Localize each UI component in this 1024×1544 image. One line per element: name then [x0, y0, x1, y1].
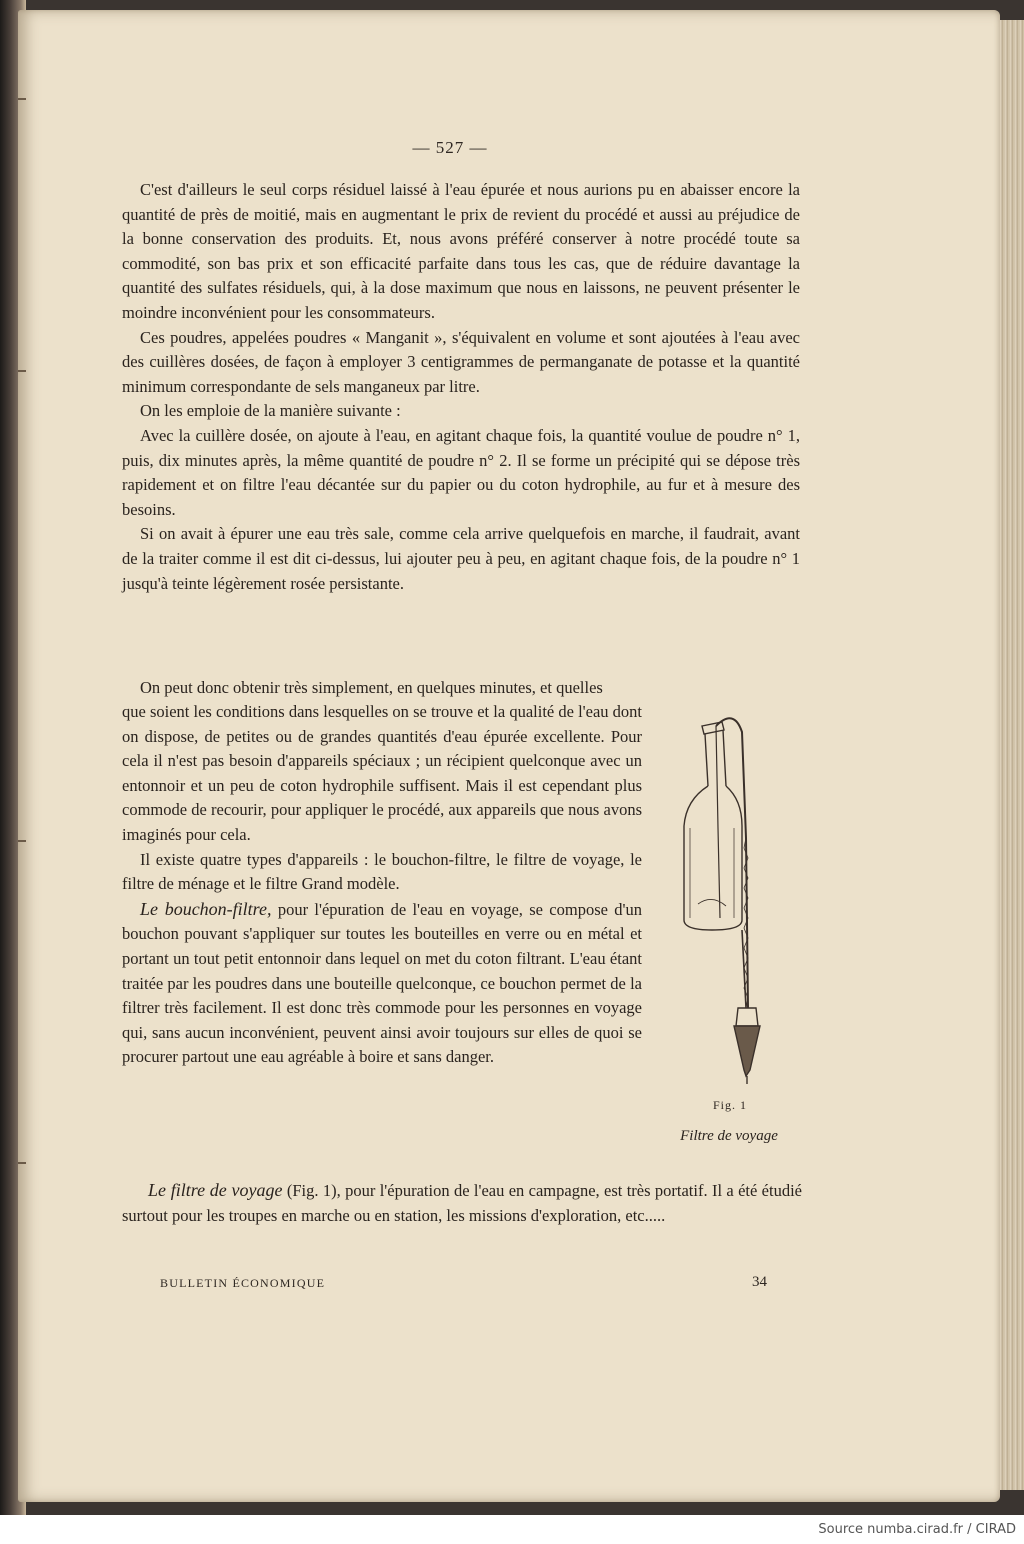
paragraph-bouchon-filtre: [122, 897, 642, 1070]
margin-tick: [18, 370, 26, 372]
footer-signature-number: 34: [752, 1274, 767, 1290]
body-text-beside-figure: [122, 700, 642, 1070]
body-text-top: [122, 178, 800, 596]
page-number: — 527 —: [412, 138, 488, 157]
paragraph: On les emploie de la manière suivante :: [140, 401, 401, 421]
paragraph: Ces poudres, appelées poudres « Manganit », s'équivalent en volume et sont ajoutées à l'eau avec des cuillères dosées, de façon à employer 3 centigrammes de permanganate de potasse et la quantité minimum correspondante de sels manganeux par litre.: [122, 327, 800, 396]
paragraph: que soient les conditions dans lesquelles on se trouve et la qualité de l'eau dont on dispose, de petites ou de grandes quantités d'eau épurée excellente. Pour cela il n'est pas besoin d'appareils spéciaux ; un récipient quelconque avec un entonnoir et un peu de coton hydrophile suffisent. Mais il est cependant plus commode de recourir, pour appliquer le procédé, aux appareils que nous avons imaginés pour cela.: [122, 702, 642, 844]
bottle-body: [684, 826, 742, 930]
paragraph-on-peut-first-line: On peut donc obtenir très simplement, en quelques minutes, et quelles: [140, 678, 603, 697]
body-text-bottom: [122, 1178, 802, 1228]
bottle-lip: [702, 722, 724, 734]
figure-label: Fig. 1: [712, 1098, 747, 1112]
paragraph: Si on avait à épurer une eau très sale, comme cela arrive quelquefois en marche, il faudrait, avant de la traiter comme il est dit ci-dessus, lui ajouter peu à peu, en agitant chaque fois, de la poudre n° 1 jusqu'à teinte légèrement rosée persistante.: [122, 524, 800, 593]
paragraph-body: pour l'épuration de l'eau en voyage, se compose d'un bouchon pouvant s'appliquer sur toutes les bouteilles en verre ou en métal et portant un tout petit entonnoir dans lequel on met du coton filtrant. L'eau étant traitée par les poudres dans une bouteille quelconque, ce bouchon permet de la filtrer très facilement. Il est donc très commode pour les personnes en voyage qui, sans aucun inconvénient, peuvent ainsi avoir toujours sur elles de quoi se procurer partout une eau agréable à boire et sans danger.: [122, 899, 642, 1067]
paragraph-body: (Fig. 1), pour l'épuration de l'eau en campagne, est très portatif. Il a été étudié surtout pour les troupes en marche ou en station, les missions d'exploration, etc.....: [122, 1181, 802, 1225]
filter-cone: [734, 1026, 760, 1076]
inner-tube: [716, 726, 720, 918]
paragraph: Il existe quatre types d'appareils : le bouchon-filtre, le filtre de voyage, le filtre de ménage et le filtre Grand modèle.: [122, 849, 642, 894]
term-bouchon-filtre: Le bouchon-filtre,: [140, 898, 272, 919]
figure-caption: Filtre de voyage: [680, 1128, 778, 1144]
term-filtre-de-voyage: Le filtre de voyage: [148, 1180, 283, 1200]
paragraph: Avec la cuillère dosée, on ajoute à l'eau, en agitant chaque fois, la quantité voulue de poudre n° 1, puis, dix minutes après, la même quantité de poudre n° 2. Il se forme un précipité qui se dépose très rapidement et on filtre l'eau décantée sur du papier ou du coton hydrophile, au fur et à mesure des besoins.: [122, 425, 800, 519]
margin-tick: [18, 840, 26, 842]
travel-filter-illustration: [672, 708, 812, 1108]
source-credit: Source numba.cirad.fr / CIRAD: [818, 1522, 1016, 1537]
bottle-neck: [705, 730, 726, 786]
bottle-shoulder: [684, 786, 742, 826]
margin-tick: [18, 1162, 26, 1164]
bottle-highlight: [690, 828, 734, 918]
paragraph: C'est d'ailleurs le seul corps résiduel laissé à l'eau épurée et nous aurions pu en abaisser encore la quantité de près de moitié, mais en augmentant le prix de revient du procédé et aussi au préjudice de la bonne conservation des produits. Et, nous avons préféré conserver à notre procédé toute sa commodité, son bas prix et son efficacité parfaite dans tous les cas, que de réduire davantage la quantité des sulfates résiduels, qui, à la dose maximum que nous en laissons, ne peuvent présenter le moindre inconvénient pour les consommateurs.: [122, 180, 800, 322]
filter-cap: [736, 1008, 758, 1026]
margin-tick: [18, 98, 26, 100]
bottle-liquid: [698, 899, 726, 906]
paragraph-filtre-de-voyage: [122, 1178, 802, 1228]
footer-journal-title: BULLETIN ÉCONOMIQUE: [160, 1276, 326, 1290]
